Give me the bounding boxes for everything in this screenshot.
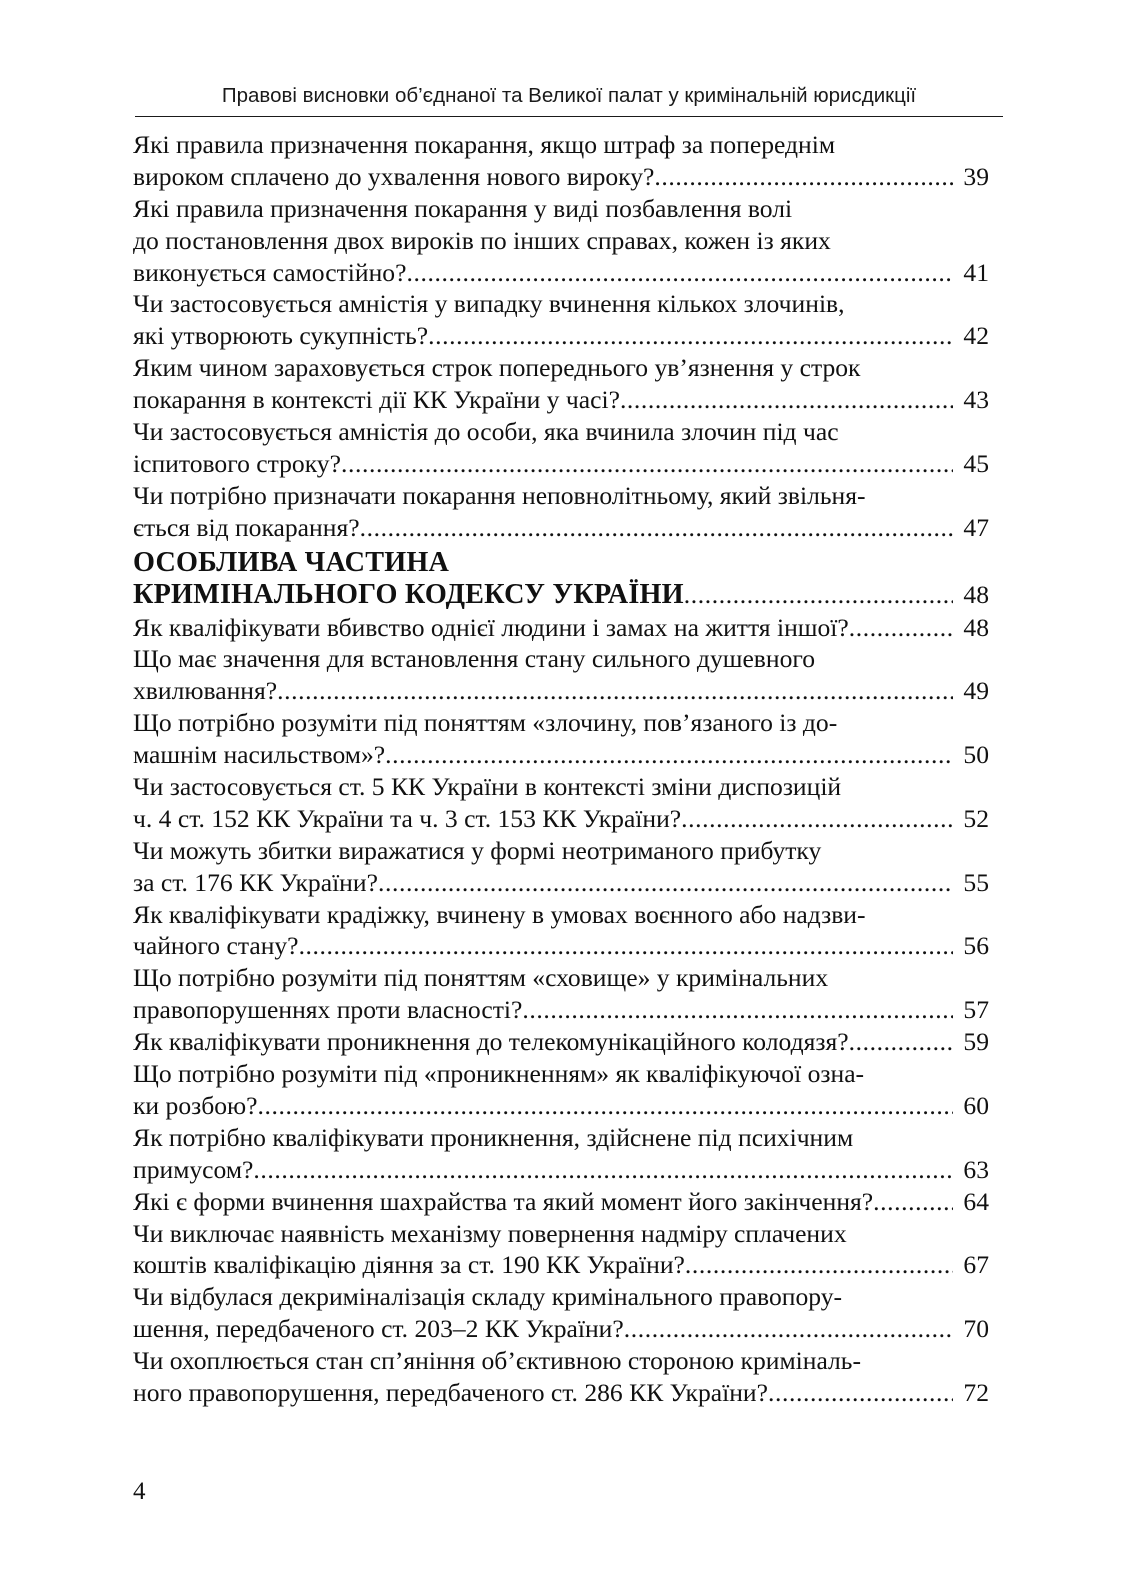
toc-page-number: 41 — [963, 257, 989, 287]
toc-entry-title: ч. 4 ст. 152 КК України та ч. 3 ст. 153 КК України? — [133, 803, 682, 833]
toc-entry-line: Що потрібно розуміти під поняттям «сховище» у кримінальних — [133, 963, 829, 993]
toc-entry — [133, 193, 989, 289]
dot-leader — [277, 675, 953, 707]
toc-entry-line: Чи потрібно призначати покарання неповнолітньому, який звільня- — [133, 480, 866, 510]
toc-entry-line: Чи відбулася декриміналізація складу кримінального правопору- — [133, 1282, 843, 1312]
toc-entry-title: Як кваліфікувати проникнення до телекомунікаційного колодязя? — [133, 1027, 849, 1057]
dot-leader — [654, 161, 953, 193]
toc-page-number: 43 — [963, 385, 989, 415]
toc-entry-title: машнім насильством»? — [133, 740, 386, 770]
toc-page-number: 59 — [963, 1027, 989, 1057]
toc-entry-title: іспитового строку? — [133, 448, 341, 478]
toc-page-number: 48 — [963, 580, 989, 610]
dot-leader — [253, 1154, 953, 1186]
dot-leader — [685, 1249, 953, 1281]
dot-leader — [341, 448, 953, 480]
toc-page-number: 72 — [963, 1377, 989, 1407]
toc-entry-title: ки розбою? — [133, 1090, 258, 1120]
toc-entry-final-line — [133, 803, 989, 835]
toc-entry-line: Чи виключає наявність механізму повернення надміру сплачених — [133, 1218, 847, 1248]
toc-entry-line: Яким чином зараховується строк попереднього ув’язнення у строк — [133, 353, 861, 383]
toc-entry-final-line — [133, 384, 989, 416]
toc-page-number: 48 — [963, 612, 989, 642]
toc-entry-final-line — [133, 448, 989, 480]
toc-entry-final-line — [133, 579, 989, 612]
dot-leader — [299, 930, 953, 962]
toc-entry — [133, 1058, 989, 1122]
toc-entry-title: Які є форми вчинення шахрайства та який момент його закінчення? — [133, 1186, 874, 1216]
toc-page-number: 42 — [963, 321, 989, 351]
toc-entry-final-line — [133, 1154, 989, 1186]
dot-leader — [406, 257, 953, 289]
toc-entry-title: коштів кваліфікацію діяння за ст. 190 КК України? — [133, 1250, 685, 1280]
toc-entry — [133, 1026, 989, 1058]
toc-page-number: 57 — [963, 995, 989, 1025]
toc-entry-line: ОСОБЛИВА ЧАСТИНА — [133, 546, 450, 578]
toc-entry-final-line — [133, 930, 989, 962]
dot-leader — [681, 803, 953, 835]
toc-entry-line: Чи можуть збитки виражатися у формі неотриманого прибутку — [133, 835, 822, 865]
toc-entry-line: Як потрібно кваліфікувати проникнення, здійснене під психічним — [133, 1122, 854, 1152]
toc-entry — [133, 643, 989, 707]
toc-entry-line: Чи застосовується амністія до особи, яка вчинила злочин під час — [133, 417, 839, 447]
dot-leader — [849, 1026, 953, 1058]
toc-entry-final-line — [133, 161, 989, 193]
toc-entry-title: КРИМІНАЛЬНОГО КОДЕКСУ УКРАЇНИ — [133, 579, 684, 611]
toc-entry-line: Що має значення для встановлення стану сильного душевного — [133, 644, 816, 674]
dot-leader — [849, 612, 953, 644]
toc-entry — [133, 352, 989, 416]
toc-entry-final-line — [133, 320, 989, 352]
toc-section-heading — [133, 547, 989, 612]
toc-entry — [133, 1345, 989, 1409]
toc-entry-line: Як кваліфікувати крадіжку, вчинену в умовах воєнного або надзви- — [133, 899, 866, 929]
toc-entry — [133, 1186, 989, 1218]
toc-entry-final-line — [133, 512, 989, 544]
toc-entry-line: Що потрібно розуміти під поняттям «злочину, пов’язаного із до- — [133, 708, 838, 738]
toc-entry-title: Як кваліфікувати вбивство однієї людини і замах на життя іншої? — [133, 612, 849, 642]
toc-entry-line: Чи застосовується амністія у випадку вчинення кількох злочинів, — [133, 289, 845, 319]
toc-entry-title: правопорушеннях проти власності? — [133, 995, 523, 1025]
dot-leader — [873, 1186, 953, 1218]
toc-entry-final-line — [133, 1313, 989, 1345]
page-number: 4 — [133, 1478, 146, 1505]
toc-entry-line: до постановлення двох вироків по інших справах, кожен із яких — [133, 225, 831, 255]
dot-leader — [428, 320, 953, 352]
dot-leader — [360, 512, 953, 544]
toc-entry — [133, 1122, 989, 1186]
dot-leader — [620, 384, 953, 416]
toc-entry-final-line — [133, 739, 989, 771]
toc-entry — [133, 707, 989, 771]
dot-leader — [522, 994, 953, 1026]
dot-leader — [378, 867, 953, 899]
toc-entry-title: покарання в контексті дії КК України у часі? — [133, 385, 620, 415]
dot-leader — [258, 1090, 953, 1122]
toc-entry-final-line — [133, 1026, 989, 1058]
toc-page-number: 56 — [963, 931, 989, 961]
toc-page-number: 67 — [963, 1250, 989, 1280]
toc-entry-title: вироком сплачено до ухвалення нового вироку? — [133, 161, 655, 191]
dot-leader — [624, 1313, 953, 1345]
toc-page-number: 60 — [963, 1090, 989, 1120]
toc-entry — [133, 1281, 989, 1345]
toc-page-number: 47 — [963, 512, 989, 542]
toc-entry-final-line — [133, 1377, 989, 1409]
toc-entry-line: Які правила призначення покарання, якщо штраф за попереднім — [133, 130, 836, 159]
toc-entry-final-line — [133, 867, 989, 899]
toc-page-number: 63 — [963, 1154, 989, 1184]
toc-page-number: 39 — [963, 161, 989, 191]
toc-entry-line: Які правила призначення покарання у виді позбавлення волі — [133, 193, 793, 223]
toc-entry-title: хвилювання? — [133, 676, 278, 706]
toc-entry — [133, 835, 989, 899]
toc-page-number: 49 — [963, 676, 989, 706]
toc-entry — [133, 962, 989, 1026]
toc-entry — [133, 129, 989, 193]
toc-entry — [133, 288, 989, 352]
toc-entry-title: шення, передбаченого ст. 203–2 КК України? — [133, 1314, 624, 1344]
toc-entry-title: які утворюють сукупність? — [133, 321, 429, 351]
toc-page-number: 50 — [963, 740, 989, 770]
toc-entry-line: Чи застосовується ст. 5 КК України в контексті зміни диспозицій — [133, 772, 842, 802]
toc-page-number: 70 — [963, 1314, 989, 1344]
toc-page-number: 52 — [963, 803, 989, 833]
table-of-contents — [133, 129, 989, 1409]
toc-page-number: 64 — [963, 1186, 989, 1216]
toc-entry-title: ється від покарання? — [133, 512, 360, 542]
toc-entry-title: ного правопорушення, передбаченого ст. 286 КК України? — [133, 1377, 768, 1407]
toc-entry-final-line — [133, 1186, 989, 1218]
toc-entry-title: примусом? — [133, 1154, 254, 1184]
toc-entry-final-line — [133, 675, 989, 707]
toc-entry-line: Що потрібно розуміти під «проникненням» як кваліфікуючої озна- — [133, 1059, 865, 1089]
toc-entry — [133, 416, 989, 480]
toc-page-number: 45 — [963, 448, 989, 478]
dot-leader — [768, 1377, 953, 1409]
toc-entry-title: виконується самостійно? — [133, 257, 407, 287]
dot-leader — [385, 739, 953, 771]
toc-entry — [133, 1218, 989, 1282]
toc-entry — [133, 612, 989, 644]
toc-entry-final-line — [133, 257, 989, 289]
toc-entry-final-line — [133, 1090, 989, 1122]
toc-entry — [133, 899, 989, 963]
running-header: Правові висновки об’єднаної та Великої палат у кримінальній юрисдикції — [221, 84, 917, 107]
toc-entry-title: чайного стану? — [133, 931, 299, 961]
toc-entry — [133, 480, 989, 544]
toc-page-number: 55 — [963, 867, 989, 897]
toc-entry-final-line — [133, 1249, 989, 1281]
dot-leader — [684, 579, 953, 612]
toc-entry-line: Чи охоплюється стан сп’яніння об’єктивною стороною криміналь- — [133, 1346, 861, 1376]
header-rule — [135, 116, 1003, 117]
toc-entry-title: за ст. 176 КК України? — [133, 867, 378, 897]
toc-entry-final-line — [133, 994, 989, 1026]
toc-entry — [133, 771, 989, 835]
toc-entry-final-line — [133, 612, 989, 644]
